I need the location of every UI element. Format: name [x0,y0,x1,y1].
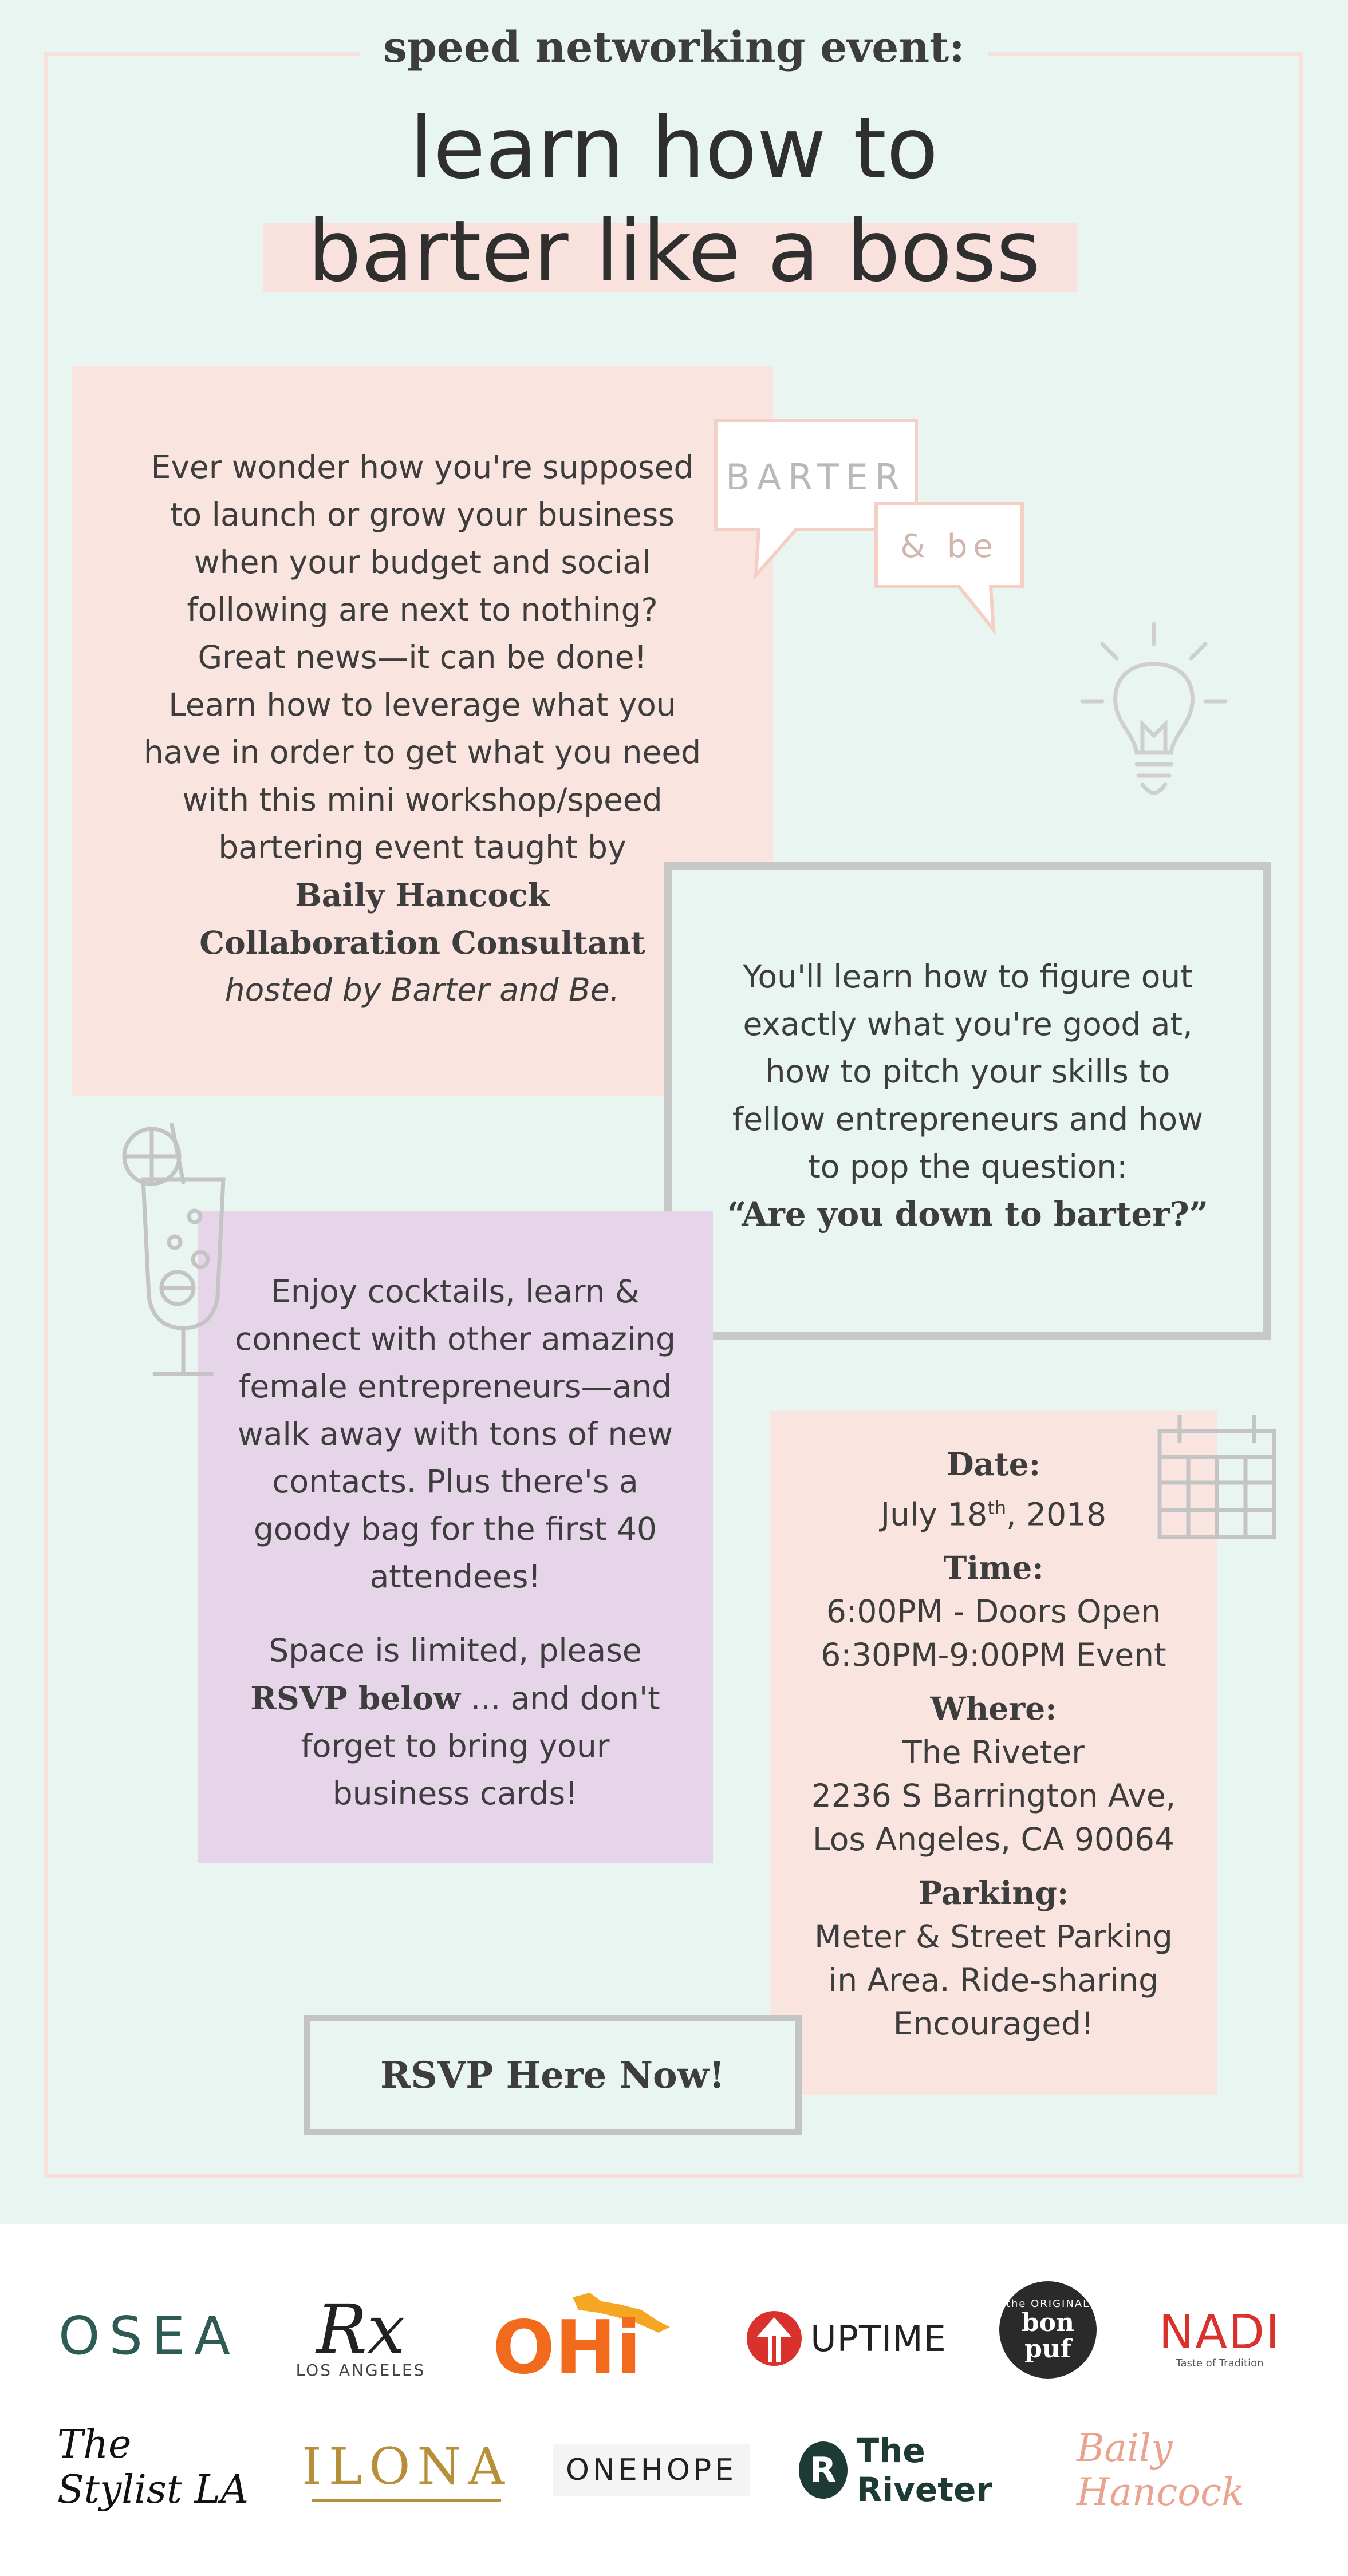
ohi-logo [487,2287,676,2384]
enjoy-line: female entrepreneurs—and [238,1368,672,1405]
host-name: Baily Hancock [295,876,550,914]
where-value: The Riveter [902,1734,1085,1771]
nadi-subtitle: Taste of Tradition [1176,2357,1264,2369]
rsvp-line [198,1674,713,1722]
question-quote: “Are you down to barter?” [727,1195,1209,1234]
where-value: Los Angeles, CA 90064 [813,1821,1174,1858]
rsvp-rest: ... and don't [460,1680,660,1717]
details-text [770,1443,1217,2045]
learn-line: exactly what you're good at, [743,1006,1193,1042]
riveter-logo [799,2433,1039,2507]
parking-value: Meter & Street Parking [814,1918,1173,1955]
hosted-by: hosted by Barter and Be. [224,971,620,1008]
intro-line: Learn how to leverage what you [168,686,676,723]
event-kicker: speed networking event: [0,23,1348,72]
title-line-1: learn how to [409,99,939,197]
enjoy-line: attendees! [369,1558,541,1595]
enjoy-line: contacts. Plus there's a [272,1463,638,1500]
intro-line: to launch or grow your business [170,496,675,533]
ilona-logo: ILONA [312,2433,501,2502]
ohi-text: OHi [492,2305,641,2384]
bonpuf-small: the ORIGINAL [1006,2297,1090,2310]
speech-bubble-icon [710,415,1031,644]
enjoy-text [198,1268,713,1818]
parking-value: Encouraged! [893,2005,1094,2042]
intro-line: with this mini workshop/speed [182,781,663,818]
time-value: 6:00PM - Doors Open [826,1593,1161,1630]
intro-line: Ever wonder how you're supposed [151,449,694,485]
title-line-2: barter like a boss [308,202,1040,301]
baily-hancock-logo: Baily Hancock [1077,2426,1245,2514]
riveter-mark-icon: R [799,2441,848,2499]
osea-logo: OSEA [58,2305,239,2366]
enjoy-line: goody bag for the first 40 [254,1511,657,1547]
parking-value: in Area. Ride-sharing [828,1962,1159,1999]
learn-line: fellow entrepreneurs and how [732,1101,1204,1137]
uptime-arrow-icon [743,2307,806,2370]
onehope-logo: ONEHOPE [553,2444,750,2496]
learn-text [664,953,1271,1238]
intro-line: following are next to nothing? [187,591,658,628]
learn-line: You'll learn how to figure out [743,958,1193,995]
time-label: Time: [943,1549,1044,1587]
andbe-logo-text: & be [900,528,999,565]
bonpuf-logo [999,2281,1097,2379]
uptime-logo [739,2301,951,2376]
learn-line: to pop the question: [808,1148,1128,1185]
space-line: business cards! [332,1775,578,1812]
nadi-text: NADI [1158,2305,1281,2360]
rx-subtitle: LOS ANGELES [295,2360,426,2380]
intro-line: when your budget and social [194,544,651,580]
intro-line: Great news—it can be done! [198,639,647,675]
intro-line: bartering event taught by [218,829,626,866]
where-label: Where: [930,1690,1057,1728]
date-label: Date: [946,1445,1041,1483]
intro-line: have in order to get what you need [143,734,701,771]
rx-logo [286,2284,435,2393]
host-title: Collaboration Consultant [199,924,645,961]
nadi-logo [1151,2301,1288,2376]
space-line: forget to bring your [301,1728,610,1764]
enjoy-line: walk away with tons of new [237,1416,673,1452]
date-value: July 18th, 2018 [880,1496,1107,1533]
uptime-text: UPTIME [810,2317,947,2360]
barter-logo-text: BARTER [726,456,906,498]
bonpuf-text: bon puf [1021,2308,1075,2364]
where-value: 2236 S Barrington Ave, [811,1777,1176,1815]
lightbulb-icon [1077,618,1231,813]
stylist-la-logo: The Stylist LA [57,2422,249,2512]
rsvp-below: RSVP below [250,1680,461,1717]
space-line: Space is limited, please [269,1632,642,1669]
enjoy-line: Enjoy cocktails, learn & [271,1273,640,1310]
parking-label: Parking: [918,1874,1069,1912]
learn-line: how to pitch your skills to [765,1053,1170,1090]
rx-mark: Rx [316,2289,405,2369]
rsvp-button[interactable]: RSVP Here Now! [304,2015,802,2135]
time-value: 6:30PM-9:00PM Event [821,1637,1166,1674]
enjoy-line: connect with other amazing [235,1321,676,1357]
riveter-text: The Riveter [856,2431,992,2509]
